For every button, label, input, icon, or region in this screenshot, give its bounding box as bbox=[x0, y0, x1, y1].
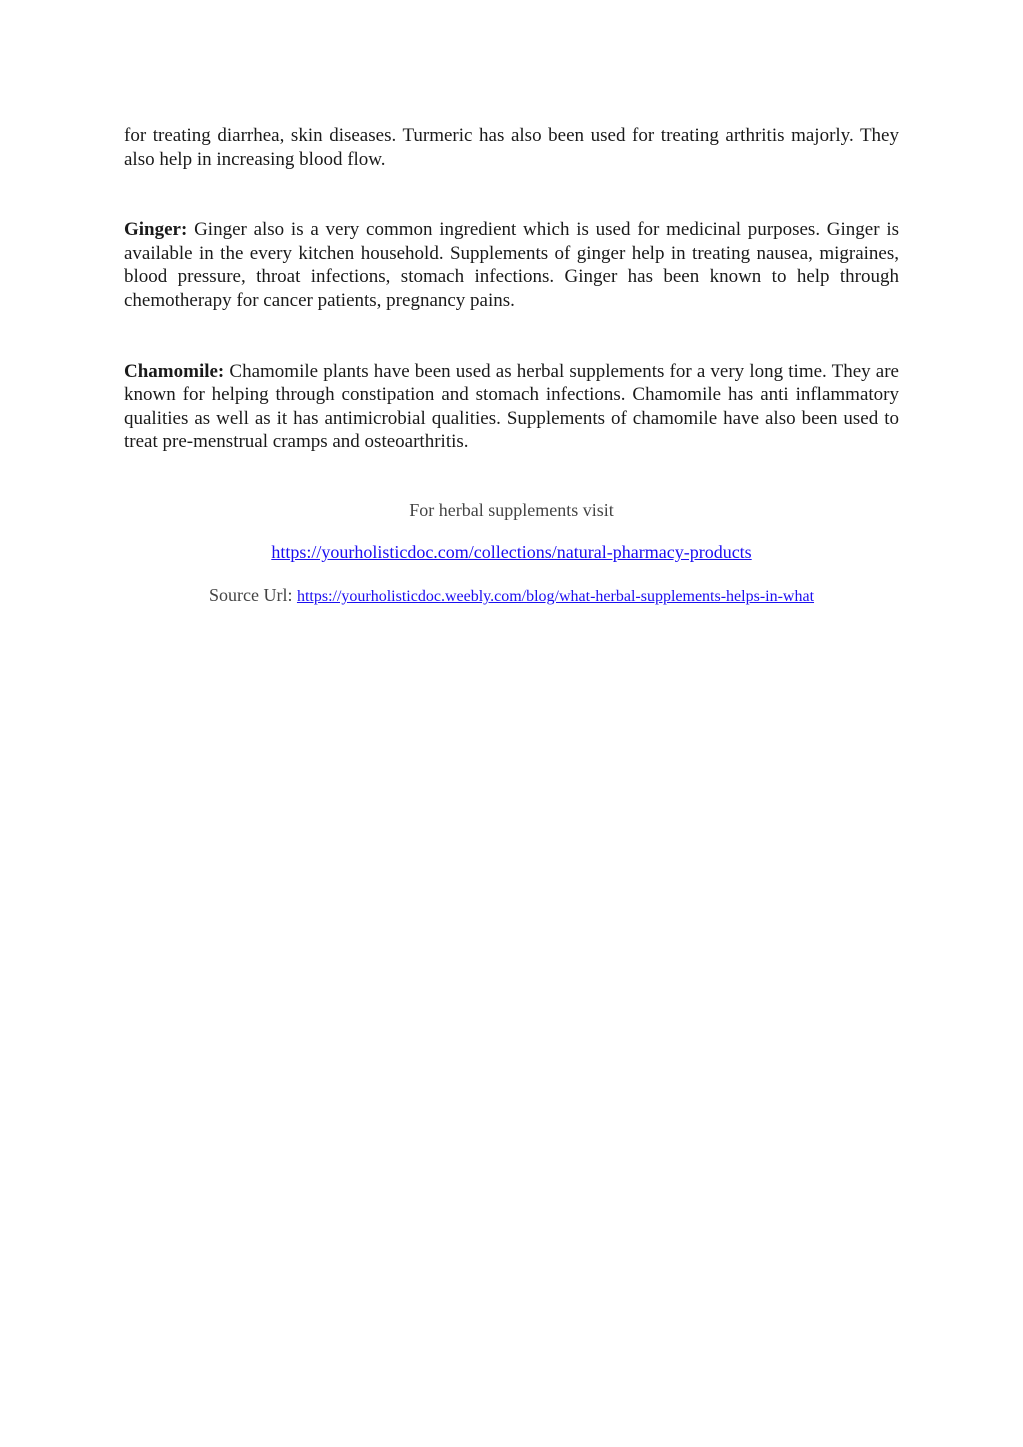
shop-link-row bbox=[0, 542, 1023, 563]
source-label: Source Url: bbox=[208, 585, 297, 605]
chamomile-text: Chamomile plants have been used as herbal supplements for a very long time. They are known for helping through constipation and stomach infections. Chamomile has anti inflammatory qualities as well as it has antimicrobial qualities. Supplements of chamomile have also been used to treat pre-menstrual cramps and osteoarthritis. bbox=[124, 360, 899, 453]
chamomile-paragraph bbox=[124, 360, 899, 454]
ginger-paragraph bbox=[124, 218, 899, 312]
source-link[interactable]: https://yourholisticdoc.weebly.com/blog/what-herbal-supplements-helps-in-what bbox=[296, 588, 815, 605]
source-row bbox=[0, 585, 1023, 606]
intro-paragraph bbox=[124, 124, 899, 171]
intro-text: for treating diarrhea, skin diseases. Turmeric has also been used for treating arthritis majorly. They also help in increasing blood flow. bbox=[124, 125, 899, 170]
ginger-text: Ginger also is a very common ingredient which is used for medicinal purposes. Ginger is available in the every kitchen household. Supplements of ginger help in treating nausea, migraines, blood pressure, throat infections, stomach infections. Ginger has been known to help through chemotherapy for cancer patients, pregnancy pains. bbox=[124, 219, 899, 311]
ginger-heading: Ginger: bbox=[124, 219, 188, 241]
chamomile-heading: Chamomile: bbox=[124, 360, 225, 382]
visit-caption bbox=[0, 500, 1023, 521]
visit-text: For herbal supplements visit bbox=[409, 500, 614, 520]
shop-link[interactable]: https://yourholisticdoc.com/collections/natural-pharmacy-products bbox=[271, 542, 752, 562]
document-body bbox=[124, 124, 899, 454]
